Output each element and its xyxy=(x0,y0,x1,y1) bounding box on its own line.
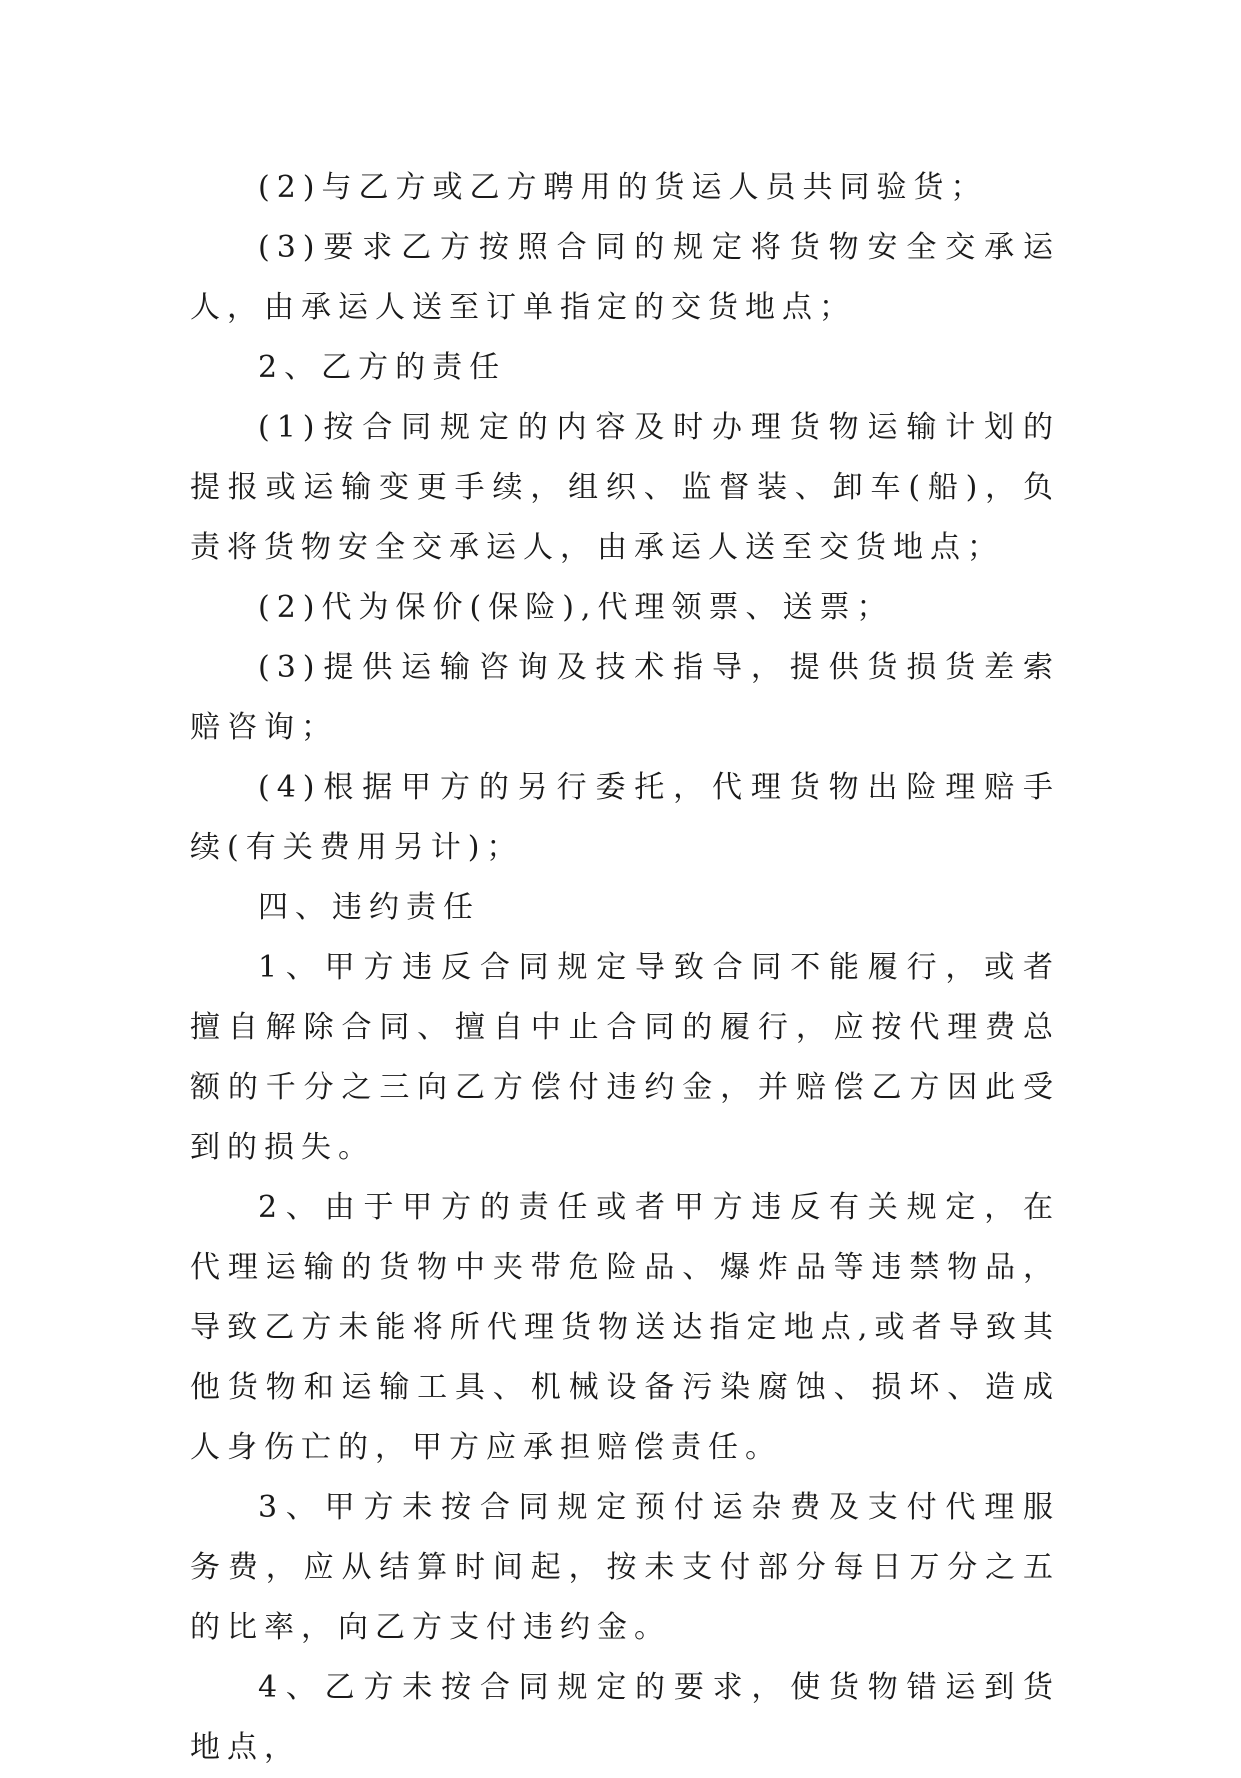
section-heading-breach-liability: 四、违约责任 xyxy=(258,890,480,925)
paragraph-2-inspect-goods: (2)与乙方或乙方聘用的货运人员共同验货； xyxy=(258,170,988,205)
paragraph-b4-claims: (4)根据甲方的另行委托，代理货物出险理赔手续(有关费用另计)； xyxy=(190,770,1060,865)
paragraph-b2-insurance-tickets: (2)代为保价(保险),代理领票、送票； xyxy=(258,590,894,625)
paragraph-breach-3: 3、甲方未按合同规定预付运杂费及支付代理服务费，应从结算时间起，按未支付部分每日万分之五的比率，向乙方支付违约金。 xyxy=(190,1490,1060,1645)
section-heading-party-b-duties: 2、乙方的责任 xyxy=(258,350,507,385)
paragraph-breach-2: 2、由于甲方的责任或者甲方违反有关规定，在代理运输的货物中夹带危险品、爆炸品等违禁物品，导致乙方未能将所代理货物送达指定地点,或者导致其他货物和运输工具、机械设备污染腐蚀、损坏、造成人身伤亡的，甲方应承担赔偿责任。 xyxy=(190,1190,1060,1465)
paragraph-3-deliver-to-carrier: (3)要求乙方按照合同的规定将货物安全交承运人，由承运人送至订单指定的交货地点； xyxy=(190,230,1060,325)
paragraph-breach-4: 4、乙方未按合同规定的要求，使货物错运到货地点， xyxy=(190,1670,1060,1765)
document-body xyxy=(190,158,1060,1778)
paragraph-b3-consulting: (3)提供运输咨询及技术指导，提供货损货差索赔咨询； xyxy=(190,650,1060,745)
paragraph-breach-1: 1、甲方违反合同规定导致合同不能履行，或者擅自解除合同、擅自中止合同的履行，应按代理费总额的千分之三向乙方偿付违约金，并赔偿乙方因此受到的损失。 xyxy=(190,950,1060,1165)
paragraph-b1-transport-plan: (1)按合同规定的内容及时办理货物运输计划的提报或运输变更手续，组织、监督装、卸车(船)，负责将货物安全交承运人，由承运人送至交货地点； xyxy=(190,410,1060,565)
